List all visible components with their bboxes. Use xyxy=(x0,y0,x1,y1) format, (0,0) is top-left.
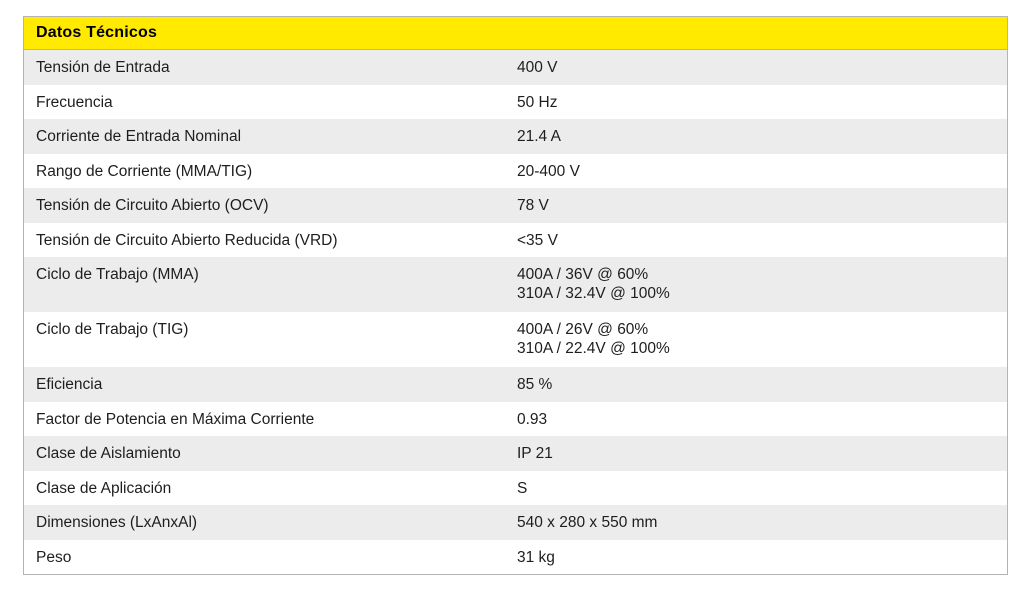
spec-value xyxy=(517,154,1007,189)
spec-value-line: S xyxy=(517,479,528,497)
table-row xyxy=(24,257,1007,312)
table-body xyxy=(24,50,1007,574)
table-row xyxy=(24,188,1007,223)
spec-label: Rango de Corriente (MMA/TIG) xyxy=(36,162,253,180)
table-row xyxy=(24,154,1007,189)
spec-value xyxy=(517,402,1007,437)
spec-value-line: 0.93 xyxy=(517,410,548,428)
spec-value-line: 540 x 280 x 550 mm xyxy=(517,514,658,531)
spec-value xyxy=(517,471,1007,506)
spec-value xyxy=(517,85,1007,120)
spec-value-line: 400A / 36V @ 60% xyxy=(517,266,649,283)
spec-value-line: 31 kg xyxy=(517,548,555,566)
spec-value xyxy=(517,257,1007,312)
spec-label: Ciclo de Trabajo (MMA) xyxy=(36,266,199,283)
spec-value xyxy=(517,312,1007,367)
spec-label: Corriente de Entrada Nominal xyxy=(36,128,242,145)
spec-value-line: 20-400 V xyxy=(517,162,580,180)
table-row xyxy=(24,471,1007,506)
table-row xyxy=(24,119,1007,154)
spec-value-line: 21.4 A xyxy=(517,128,561,145)
spec-label: Tensión de Entrada xyxy=(36,59,170,76)
table-row xyxy=(24,50,1007,85)
table-row xyxy=(24,367,1007,402)
spec-label: Eficiencia xyxy=(36,376,103,393)
spec-value-line: 85 % xyxy=(517,376,553,393)
spec-value-line: <35 V xyxy=(517,231,558,249)
spec-value xyxy=(517,119,1007,154)
table-row xyxy=(24,85,1007,120)
table-row xyxy=(24,402,1007,437)
spec-value-line: 310A / 32.4V @ 100% xyxy=(517,285,670,302)
spec-value-line: 78 V xyxy=(517,197,549,214)
spec-value-line: 50 Hz xyxy=(517,93,558,111)
spec-value xyxy=(517,188,1007,223)
spec-label: Tensión de Circuito Abierto (OCV) xyxy=(36,197,269,214)
spec-label: Factor de Potencia en Máxima Corriente xyxy=(36,410,315,428)
table-row xyxy=(24,223,1007,258)
spec-value-line: 310A / 22.4V @ 100% xyxy=(517,340,670,357)
spec-value-line: 400A / 26V @ 60% xyxy=(517,321,649,338)
spec-value xyxy=(517,540,1007,575)
spec-value xyxy=(517,367,1007,402)
table-title: Datos Técnicos xyxy=(24,17,1007,50)
table-row xyxy=(24,436,1007,471)
spec-label: Ciclo de Trabajo (TIG) xyxy=(36,321,189,338)
spec-value-line: 400 V xyxy=(517,59,558,76)
spec-label: Clase de Aislamiento xyxy=(36,445,181,462)
spec-label: Tensión de Circuito Abierto Reducida (VRD) xyxy=(36,231,338,249)
spec-value xyxy=(517,505,1007,540)
table-row xyxy=(24,540,1007,575)
spec-value-line: IP 21 xyxy=(517,445,553,462)
table-row xyxy=(24,312,1007,367)
technical-data-table xyxy=(23,16,1008,575)
spec-label: Peso xyxy=(36,548,72,566)
spec-label: Clase de Aplicación xyxy=(36,479,172,497)
spec-value xyxy=(517,436,1007,471)
table-row xyxy=(24,505,1007,540)
spec-value xyxy=(517,223,1007,258)
spec-label: Dimensiones (LxAnxAl) xyxy=(36,514,198,531)
spec-label: Frecuencia xyxy=(36,93,113,111)
spec-value xyxy=(517,50,1007,85)
